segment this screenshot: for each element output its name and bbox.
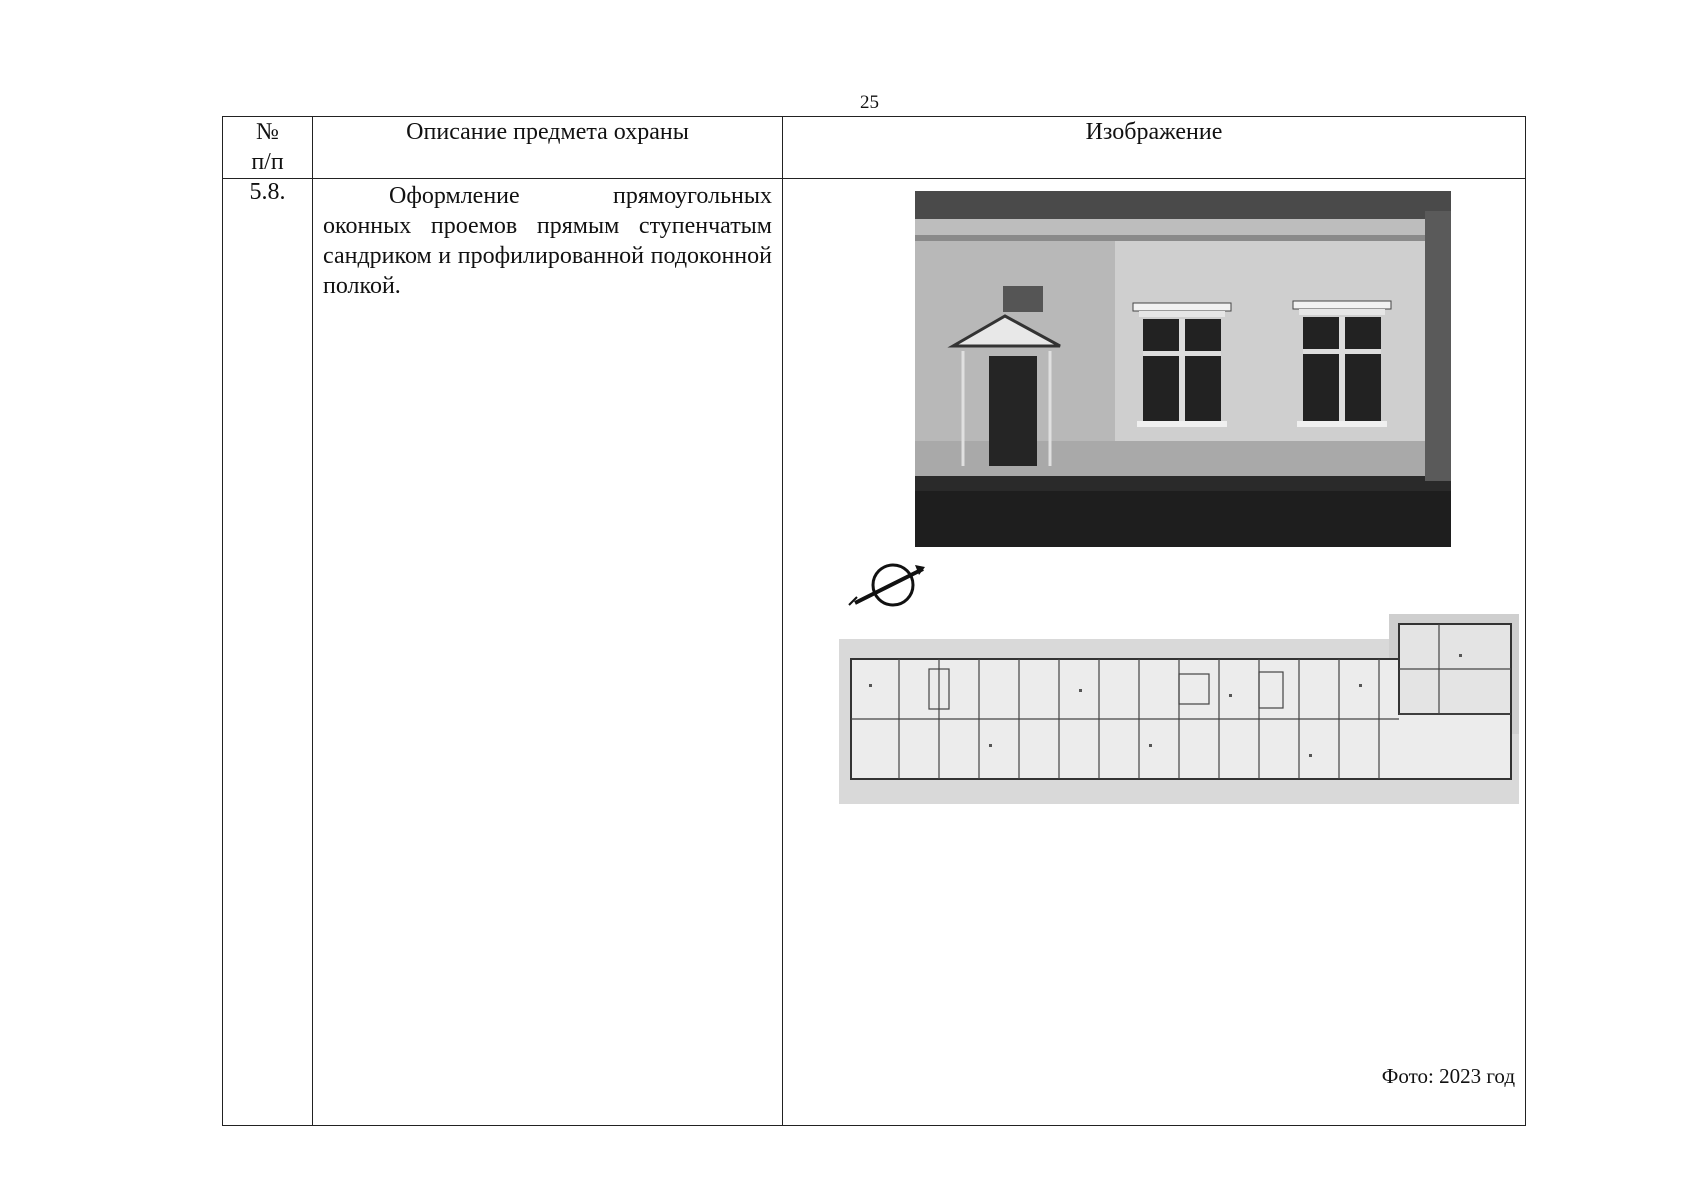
row-number: 5.8. xyxy=(223,179,313,1126)
row-description: Оформление прямоугольных оконных проемов прямым ступенчатым сандриком и профилированной подоконной полкой. xyxy=(323,183,772,299)
row-description-cell xyxy=(313,179,783,1126)
header-image: Изображение xyxy=(783,117,1526,179)
table-row xyxy=(223,179,1526,1126)
header-description: Описание предмета охраны xyxy=(313,117,783,179)
facade-photo xyxy=(915,191,1451,547)
photo-caption: Фото: 2023 год xyxy=(1381,1064,1515,1088)
north-arrow-icon xyxy=(845,559,925,615)
floor-plan-image xyxy=(839,614,1519,804)
row-image-cell xyxy=(783,179,1526,1126)
protection-subject-table xyxy=(222,116,1526,1126)
page-number: 25 xyxy=(860,92,879,113)
header-number-abbr: п/п xyxy=(251,149,284,175)
header-number-symbol: № xyxy=(256,119,279,145)
header-number xyxy=(223,117,313,179)
table-header-row xyxy=(223,117,1526,179)
